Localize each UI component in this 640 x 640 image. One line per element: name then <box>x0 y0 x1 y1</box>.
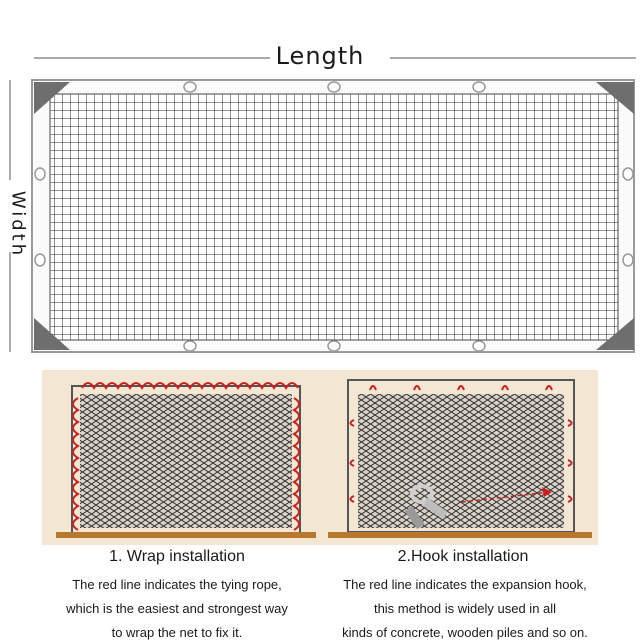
length-label: Length <box>275 42 365 70</box>
installation-illustrations <box>42 370 598 545</box>
tying-rope <box>294 398 299 530</box>
wrap-caption-line: to wrap the net to fix it. <box>111 625 243 640</box>
wrap-installation-illustration <box>56 383 316 538</box>
wrap-caption-line: which is the easiest and strongest way <box>66 601 288 616</box>
net-product-image <box>30 78 638 356</box>
tying-rope <box>73 398 78 530</box>
hook-installation-illustration <box>328 380 592 538</box>
wood-base <box>328 532 592 538</box>
hook-installation-title: 2.Hook installation <box>397 548 529 565</box>
wood-base <box>56 532 316 538</box>
hook-caption-line: kinds of concrete, wooden piles and so on. <box>342 625 588 640</box>
hook-caption-line: The red line indicates the expansion hook, <box>343 577 587 592</box>
hook-caption-line: this method is widely used in all <box>373 601 557 616</box>
width-label: Width <box>7 190 29 259</box>
wrap-installation-title: 1. Wrap installation <box>109 548 245 565</box>
wrap-caption-line: The red line indicates the tying rope, <box>72 577 282 592</box>
